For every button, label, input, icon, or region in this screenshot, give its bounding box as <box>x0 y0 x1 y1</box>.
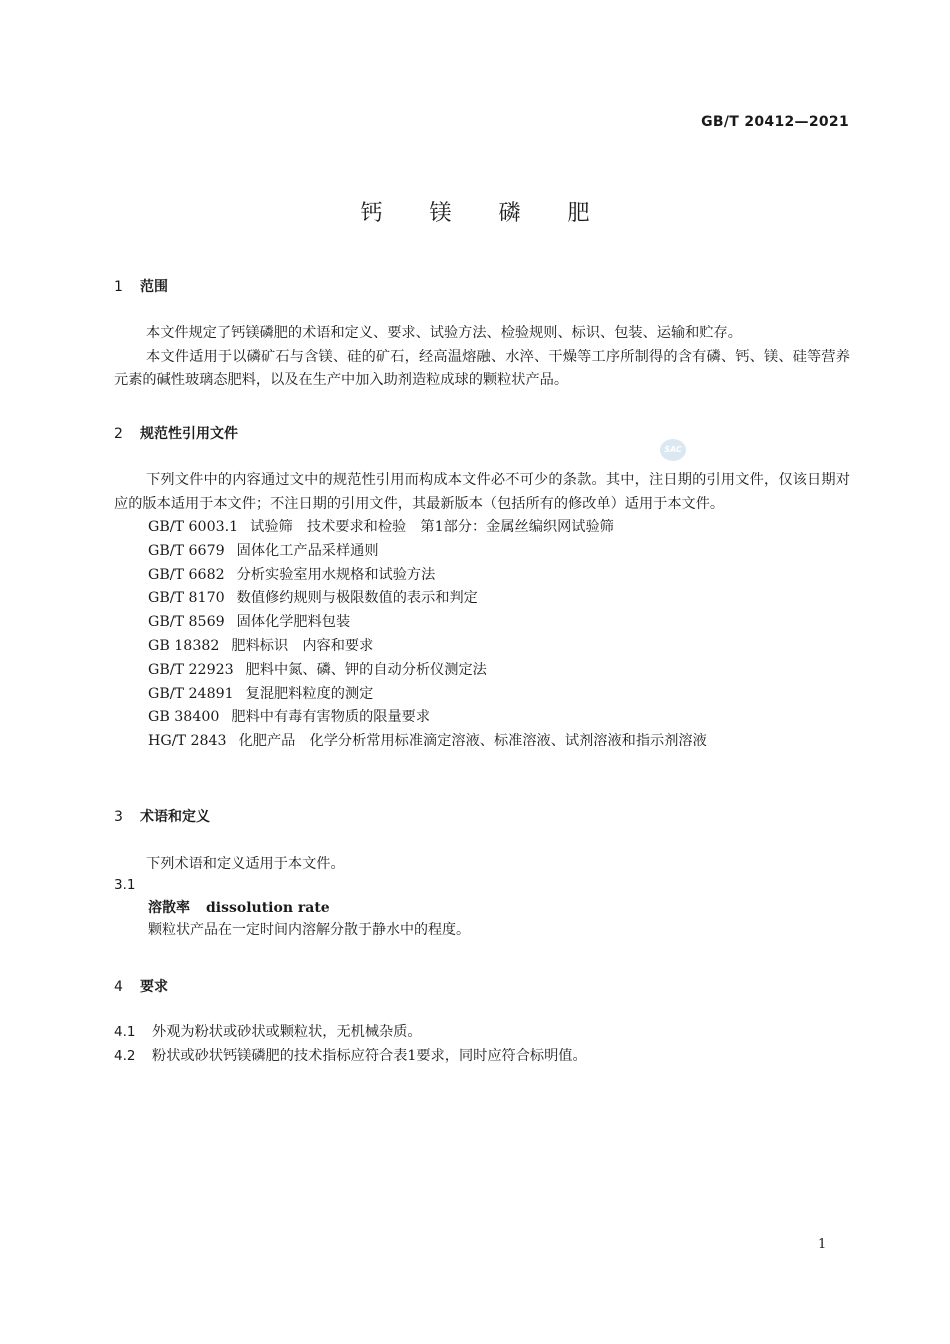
section-heading <box>114 276 850 296</box>
section-heading <box>114 806 850 826</box>
requirements-body <box>114 1021 850 1068</box>
paragraph: 下列文件中的内容通过文中的规范性引用而构成本文件必不可少的条款。其中，注日期的引用文件，仅该日期对应的版本适用于本文件；不注日期的引用文件，其最新版本（包括所有的修改单）适用于本文件。 <box>114 472 850 512</box>
normative-body <box>114 469 850 754</box>
section-title: 规范性引用文件 <box>140 426 238 442</box>
reference-item: GB/T 6682 分析实验室用水规格和试验方法 <box>148 566 436 583</box>
section-scope <box>114 276 850 296</box>
sac-watermark-logo: SAC <box>660 439 686 461</box>
reference-item: GB/T 6679 固体化工产品采样通则 <box>148 542 379 559</box>
term-english: dissolution rate <box>206 899 330 916</box>
term-entry <box>114 897 850 919</box>
term-chinese: 溶散率 <box>148 899 190 916</box>
reference-item: GB 18382 肥料标识 内容和要求 <box>148 637 374 654</box>
paragraph: 本文件规定了钙镁磷肥的术语和定义、要求、试验方法、检验规则、标识、包装、运输和贮存。 <box>146 325 742 341</box>
section-terms <box>114 806 850 826</box>
page-number: 1 <box>818 1237 827 1252</box>
reference-item: GB/T 24891 复混肥料粒度的测定 <box>148 685 374 702</box>
scope-body <box>114 322 850 393</box>
paragraph: 本文件适用于以磷矿石与含镁、硅的矿石，经高温熔融、水淬、干燥等工序所制得的含有磷、钙、镁、硅等营养元素的碱性玻璃态肥料，以及在生产中加入助剂造粒成球的颗粒状产品。 <box>114 348 850 388</box>
term-number: 3.1 <box>114 876 136 893</box>
section-number: 3 <box>114 809 123 825</box>
section-number: 1 <box>114 279 123 295</box>
requirement-item: 4.2 粉状或砂状钙镁磷肥的技术指标应符合表1要求，同时应符合标明值。 <box>114 1047 587 1064</box>
section-heading <box>114 423 850 443</box>
document-title: 钙 镁 磷 肥 <box>360 201 610 226</box>
reference-item: HG/T 2843 化肥产品 化学分析常用标准滴定溶液、标准溶液、试剂溶液和指示剂溶液 <box>148 733 707 750</box>
reference-list <box>114 516 850 754</box>
reference-item: GB/T 6003.1 试验筛 技术要求和检验 第1部分：金属丝编织网试验筛 <box>148 519 614 535</box>
section-number: 2 <box>114 426 123 442</box>
requirement-item: 4.1 外观为粉状或砂状或颗粒状，无机械杂质。 <box>114 1024 422 1040</box>
section-requirements <box>114 976 850 996</box>
section-normative <box>114 423 850 443</box>
terms-body <box>114 853 850 941</box>
reference-item: GB 38400 肥料中有毒有害物质的限量要求 <box>148 709 431 726</box>
reference-item: GB/T 8569 固体化学肥料包装 <box>148 614 351 631</box>
section-number: 4 <box>114 979 123 995</box>
paragraph: 下列术语和定义适用于本文件。 <box>146 856 345 872</box>
standard-code: GB/T 20412—2021 <box>701 114 849 130</box>
reference-item: GB/T 8170 数值修约规则与极限数值的表示和判定 <box>148 590 478 607</box>
section-title: 术语和定义 <box>140 809 210 825</box>
reference-item: GB/T 22923 肥料中氮、磷、钾的自动分析仪测定法 <box>148 661 487 678</box>
section-title: 范围 <box>140 279 168 295</box>
term-definition: 颗粒状产品在一定时间内溶解分散于静水中的程度。 <box>148 921 470 938</box>
section-heading <box>114 976 850 996</box>
section-title: 要求 <box>140 979 168 995</box>
